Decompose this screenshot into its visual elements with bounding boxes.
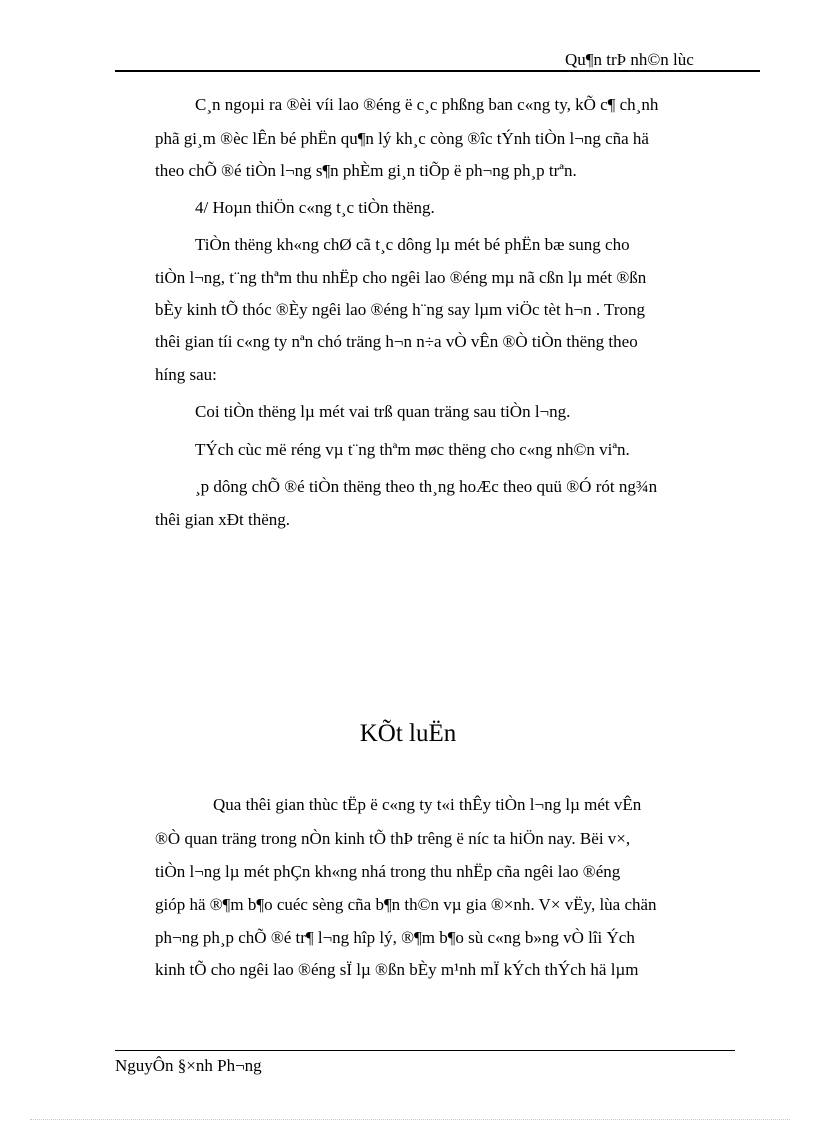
running-header: Qu¶n trÞ nh©n lùc	[565, 50, 694, 69]
paragraph-line: híng sau:	[155, 365, 217, 384]
paragraph-line: bÈy kinh tÕ thóc ®Èy ngêi lao ®éng h¨ng say lµm viÖc tèt h¬n . Trong	[155, 300, 646, 319]
paragraph-line: thêi gian xÐt thëng.	[155, 510, 291, 529]
footer-author: NguyÔn §×nh Ph¬ng	[115, 1056, 262, 1075]
paragraph-line: ¸p dông chÕ ®é tiÒn thëng theo th¸ng hoÆc theo quü ®Ó rót ng¾n	[195, 477, 658, 496]
paragraph-line: C¸n ngoµi ra ®èi víi lao ®éng ë c¸c phßng ban c«ng ty, kÕ c¶ ch¸nh	[195, 95, 659, 114]
footer-rule	[115, 1050, 735, 1051]
paragraph-line: Qua thêi gian thùc tËp ë c«ng ty t«i thÊy tiÒn l¬ng lµ mét vÊn	[213, 795, 642, 814]
paragraph-line: gióp hä ®¶m b¶o cuéc sèng cña b¶n th©n vµ gia ®×nh. V× vËy, lùa chän	[155, 895, 657, 914]
paragraph-line: phã gi¸m ®èc lÊn bé phËn qu¶n lý kh¸c còng ®îc tÝnh tiÒn l¬ng cña hä	[155, 129, 649, 148]
paragraph-line: thêi gian tíi c«ng ty nªn chó träng h¬n n÷a vÒ vÊn ®Ò tiÒn thëng theo	[155, 332, 638, 351]
paragraph-line: TÝch cùc më réng vµ t¨ng thªm møc thëng cho c«ng nh©n viªn.	[195, 440, 630, 459]
paragraph-line: tiÒn l¬ng, t¨ng thªm thu nhËp cho ngêi lao ®éng mµ nã cßn lµ mét ®ßn	[155, 268, 647, 287]
subheading-line: 4/ Hoµn thiÖn c«ng t¸c tiÒn thëng.	[195, 198, 435, 217]
paragraph-line: ph¬ng ph¸p chÕ ®é tr¶ l¬ng hîp lý, ®¶m b¶o sù c«ng b»ng vÒ lîi Ých	[155, 928, 635, 947]
paragraph-line: theo chÕ ®é tiÒn l¬ng s¶n phÈm gi¸n tiÕp ë ph¬ng ph¸p trªn.	[155, 161, 577, 180]
paragraph-line: ®Ò quan träng trong nÒn kinh tÕ thÞ trêng ë níc ta hiÖn nay. Bëi v×,	[155, 829, 631, 848]
header-rule	[115, 70, 760, 72]
paragraph-line: tiÒn l¬ng lµ mét phÇn kh«ng nhá trong thu nhËp cña ngêi lao ®éng	[155, 862, 621, 881]
page-edge-dots	[30, 1119, 790, 1120]
paragraph-line: Coi tiÒn thëng lµ mét vai trß quan träng sau tiÒn l¬ng.	[195, 402, 571, 421]
paragraph-line: kinh tÕ cho ngêi lao ®éng sÏ lµ ®ßn bÈy m¹nh mÏ kÝch thÝch hä lµm	[155, 960, 639, 979]
paragraph-line: TiÒn thëng kh«ng chØ cã t¸c dông lµ mét bé phËn bæ sung cho	[195, 235, 630, 254]
section-title: KÕt luËn	[359, 720, 457, 747]
